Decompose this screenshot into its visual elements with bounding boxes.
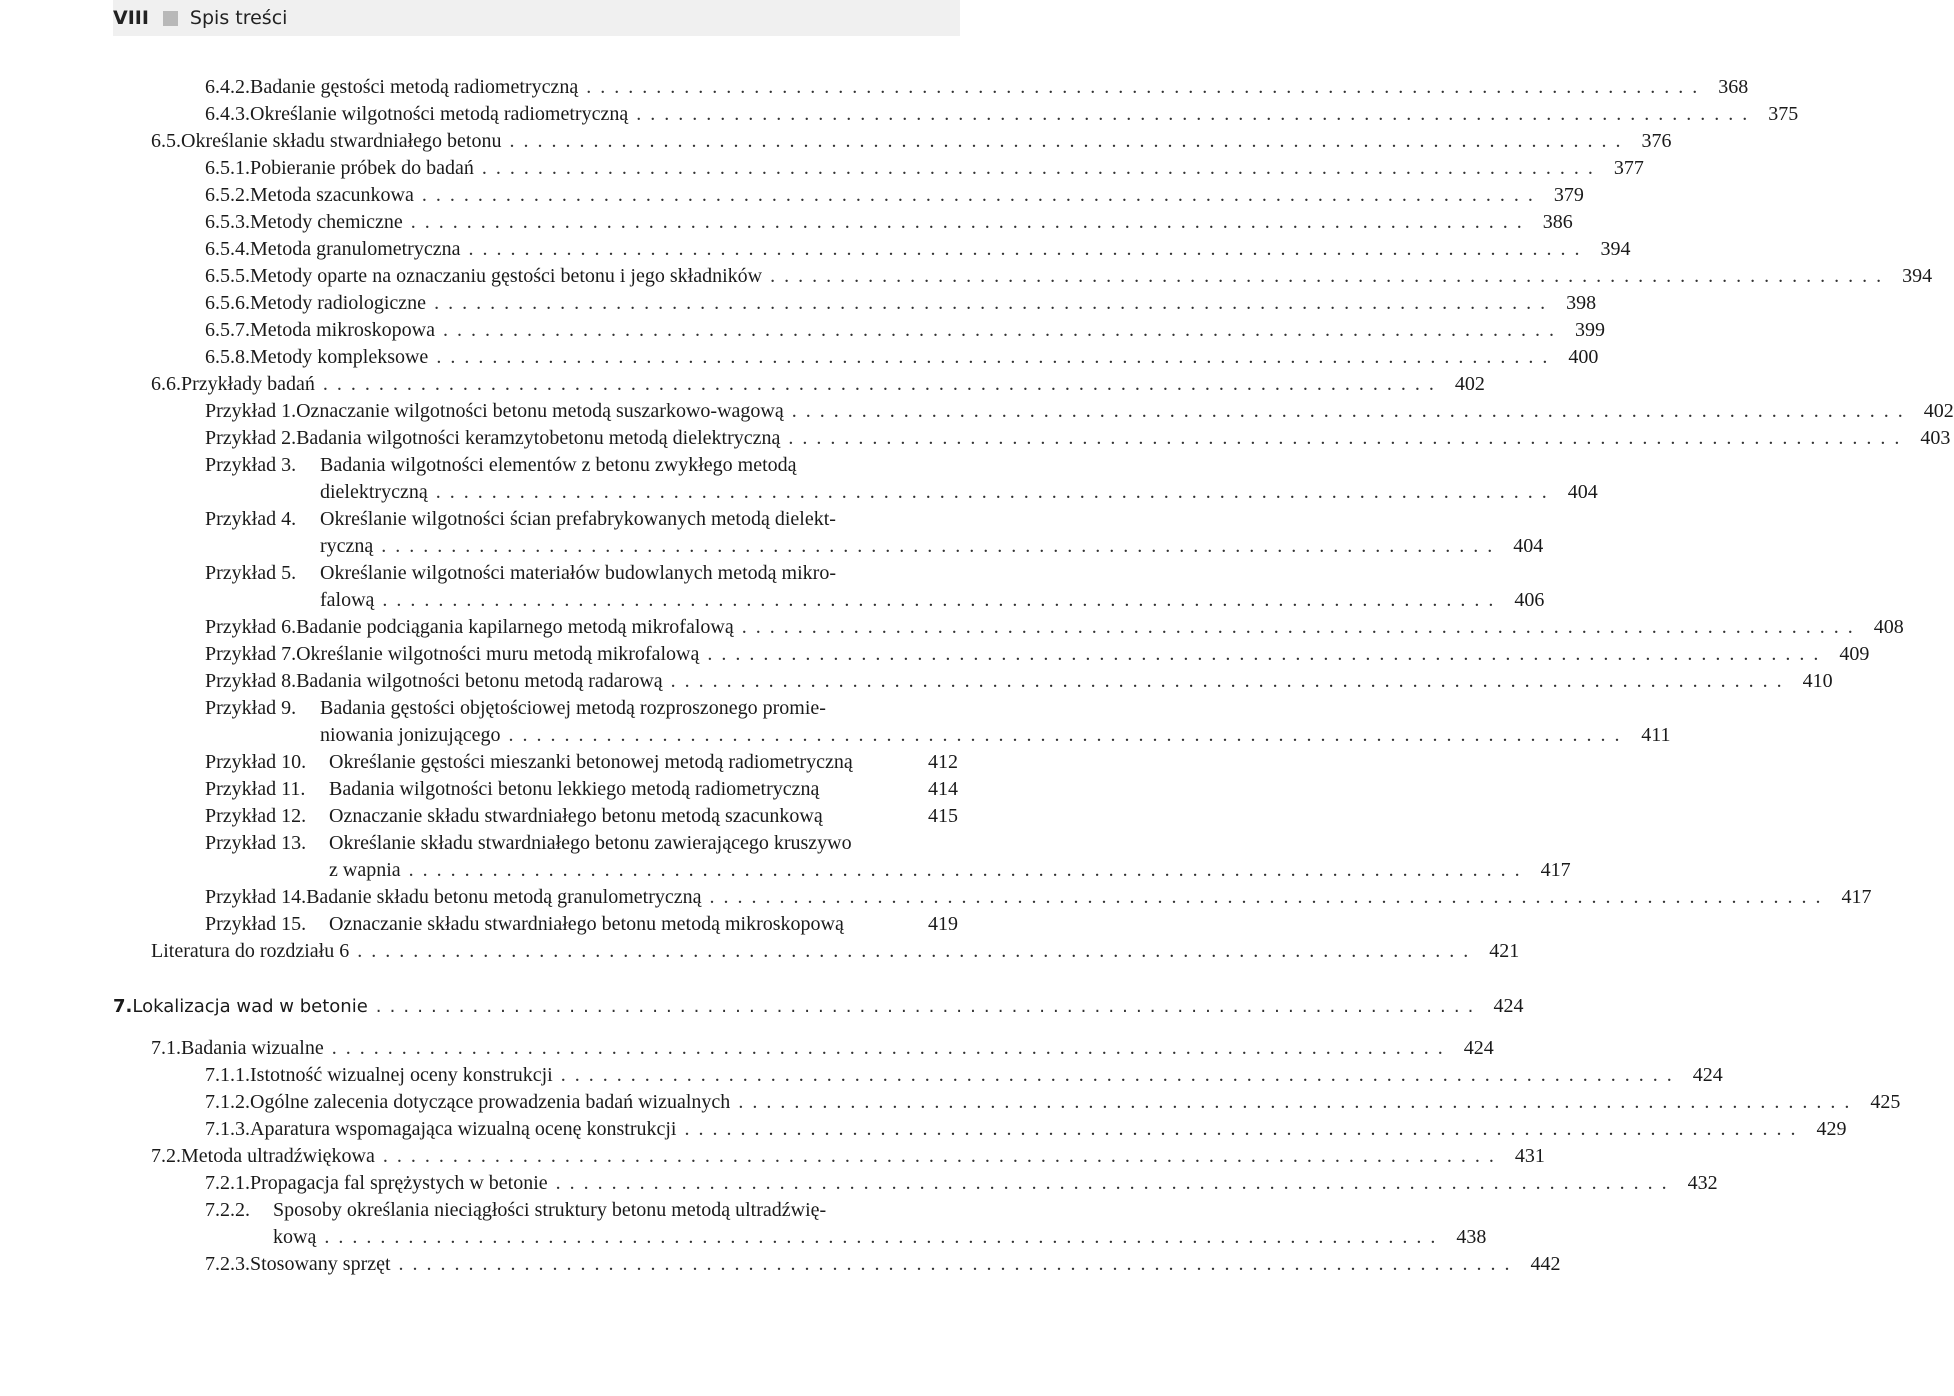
toc-number: Przykład 5. — [205, 562, 297, 584]
dot-leader: ................................................................................ — [791, 400, 1912, 422]
toc-row — [205, 830, 958, 857]
toc-page-number: 424 — [1692, 1064, 1723, 1086]
toc-chapter-row — [113, 993, 1524, 1020]
toc-number: 6.5.4. — [205, 238, 250, 260]
toc-title: Badanie podciągania kapilarnego metodą mikrofalową — [296, 616, 734, 638]
dot-leader: ................................................................................ — [408, 859, 1529, 881]
dot-leader: ................................................................................ — [738, 1091, 1859, 1113]
toc-number: Przykład 3. — [205, 454, 297, 476]
dot-leader: ................................................................................ — [707, 643, 1828, 665]
toc-number: Przykład 4. — [205, 508, 297, 530]
dot-leader: ................................................................................ — [586, 76, 1707, 98]
dot-leader: ................................................................................ — [382, 589, 1503, 611]
toc-title: Określanie wilgotności ścian prefabrykowanych metodą dielekt- — [320, 508, 836, 530]
toc-title: niowania jonizującego — [320, 724, 501, 746]
toc-page-number: 409 — [1839, 643, 1870, 665]
dot-leader: ................................................................................ — [331, 1037, 1452, 1059]
toc-page-number: 438 — [1456, 1226, 1487, 1248]
toc-title: Badanie gęstości metodą radiometryczną — [250, 76, 579, 98]
dot-leader: ................................................................................ — [741, 616, 1862, 638]
dot-leader: ................................................................................ — [788, 427, 1909, 449]
toc-title: Metody kompleksowe — [250, 346, 429, 368]
dot-leader: ................................................................................ — [324, 1226, 1445, 1248]
toc-title: Oznaczanie wilgotności betonu metodą suszarkowo-wagową — [296, 400, 784, 422]
toc-row — [205, 236, 1631, 263]
toc-title: Określanie gęstości mieszanki betonowej metodą radiometryczną — [329, 751, 853, 773]
toc-title: Ogólne zalecenia dotyczące prowadzenia badań wizualnych — [250, 1091, 731, 1113]
toc-number: Przykład 6. — [205, 616, 297, 638]
toc-page-number: 404 — [1513, 535, 1544, 557]
toc-page-number: 442 — [1530, 1253, 1561, 1275]
toc-number: 7.2. — [151, 1145, 181, 1167]
dot-leader: ................................................................................ — [555, 1172, 1676, 1194]
toc-page-number: 432 — [1687, 1172, 1718, 1194]
dot-leader: ................................................................................ — [435, 481, 1556, 503]
toc-title: Metoda szacunkowa — [250, 184, 414, 206]
dot-leader: ................................................................................ — [434, 292, 1555, 314]
toc-page-number: 394 — [1902, 265, 1933, 287]
header-square-icon — [163, 11, 178, 26]
toc-row — [205, 1089, 1901, 1116]
toc-title: Stosowany sprzęt — [250, 1253, 391, 1275]
toc-title: Pobieranie próbek do badań — [250, 157, 474, 179]
toc-page-number: 399 — [1574, 319, 1605, 341]
toc-title: Metody chemiczne — [250, 211, 403, 233]
toc-row — [205, 452, 958, 479]
toc-row — [151, 1035, 1494, 1062]
dot-leader: ................................................................................ — [481, 157, 1602, 179]
toc-title: Metoda mikroskopowa — [250, 319, 435, 341]
toc-title: falową — [320, 589, 375, 611]
toc-page-number: 417 — [1540, 859, 1571, 881]
toc-page-number: 402 — [1923, 400, 1954, 422]
toc-row — [205, 506, 958, 533]
toc-row — [320, 587, 1545, 614]
toc-page-number: 412 — [928, 751, 958, 773]
toc-row — [205, 668, 1833, 695]
toc-row — [320, 479, 1598, 506]
toc-title: Oznaczanie składu stwardniałego betonu metodą szacunkową — [329, 805, 823, 827]
toc-title: Badania wilgotności betonu lekkiego metodą radiometryczną — [329, 778, 820, 800]
toc-number: Przykład 11. — [205, 778, 306, 800]
dot-leader: ................................................................................ — [381, 535, 1502, 557]
toc-row — [205, 344, 1599, 371]
toc-row — [205, 317, 1605, 344]
dot-leader: ................................................................................ — [709, 886, 1830, 908]
dot-leader: ................................................................................ — [560, 1064, 1681, 1086]
toc-number: 6.4.2. — [205, 76, 250, 98]
toc-title: Określanie składu stwardniałego betonu zawierającego kruszywo — [329, 832, 852, 854]
dot-leader: ................................................................................ — [509, 130, 1630, 152]
toc-number: Przykład 1. — [205, 400, 297, 422]
toc-row — [205, 1170, 1718, 1197]
toc-number: Przykład 8. — [205, 670, 297, 692]
toc-title: Przykłady badań — [181, 373, 315, 395]
toc-row — [205, 74, 1749, 101]
toc-title: Sposoby określania nieciągłości struktury betonu metodą ultradźwię- — [273, 1199, 827, 1221]
toc-title: Badanie składu betonu metodą granulometryczną — [306, 886, 702, 908]
toc-number: 7.2.2. — [205, 1199, 250, 1221]
toc-number: 7.2.1. — [205, 1172, 250, 1194]
toc-row — [205, 614, 1904, 641]
toc-number: Przykład 10. — [205, 751, 307, 773]
dot-leader: ................................................................................ — [468, 238, 1589, 260]
toc-number: 7.1. — [151, 1037, 181, 1059]
toc-number: 6.5.8. — [205, 346, 250, 368]
toc-page-number: 402 — [1454, 373, 1485, 395]
toc-number: 6.5.6. — [205, 292, 250, 314]
running-title: Spis treści — [189, 7, 288, 29]
toc-page-number: 408 — [1873, 616, 1904, 638]
toc-row — [205, 560, 958, 587]
toc-row — [151, 1143, 1545, 1170]
toc-page-number: 398 — [1566, 292, 1597, 314]
toc-title: Badania wilgotności elementów z betonu zwykłego metodą — [320, 454, 797, 476]
toc-row — [205, 263, 1933, 290]
toc-number: 6.6. — [151, 373, 181, 395]
toc-page-number: 431 — [1514, 1145, 1545, 1167]
dot-leader: ................................................................................ — [421, 184, 1542, 206]
toc-page-number: 394 — [1600, 238, 1631, 260]
toc-number: Przykład 14. — [205, 886, 307, 908]
toc-title: Lokalizacja wad w betonie — [132, 996, 368, 1017]
toc-row — [205, 398, 1954, 425]
toc-page-number: 414 — [928, 778, 958, 800]
toc-title: ryczną — [320, 535, 374, 557]
toc-number: Przykład 2. — [205, 427, 297, 449]
toc-page-number: 379 — [1553, 184, 1584, 206]
dot-leader: ................................................................................ — [357, 940, 1478, 962]
toc-page-number: 425 — [1870, 1091, 1901, 1113]
toc-number: 6.5.7. — [205, 319, 250, 341]
toc-row — [273, 1224, 1487, 1251]
toc-row — [205, 776, 958, 803]
toc-title: dielektryczną — [320, 481, 428, 503]
toc-row — [329, 857, 1571, 884]
toc-page-number: 404 — [1567, 481, 1598, 503]
toc-row — [320, 722, 1671, 749]
toc-row — [205, 290, 1597, 317]
dot-leader: ................................................................................ — [398, 1253, 1519, 1275]
toc-number: Przykład 12. — [205, 805, 307, 827]
toc-title: kową — [273, 1226, 317, 1248]
toc-row — [151, 371, 1485, 398]
toc-number: 7.2.3. — [205, 1253, 250, 1275]
toc-page-number: 415 — [928, 805, 958, 827]
toc-row — [205, 695, 958, 722]
toc-title: Metody oparte na oznaczaniu gęstości betonu i jego składników — [250, 265, 763, 287]
toc-title: Metody radiologiczne — [250, 292, 427, 314]
toc-title: z wapnia — [329, 859, 401, 881]
toc-title: Badania wizualne — [181, 1037, 324, 1059]
toc-row — [205, 1116, 1847, 1143]
toc-page-number: 419 — [928, 913, 958, 935]
toc-title: Metoda ultradźwiękowa — [181, 1145, 375, 1167]
dot-leader: ................................................................................ — [436, 346, 1557, 368]
toc-row — [151, 128, 1672, 155]
toc-row — [205, 749, 958, 776]
toc-page-number: 400 — [1568, 346, 1599, 368]
toc-number: 7.1.1. — [205, 1064, 250, 1086]
dot-leader: ................................................................................ — [636, 103, 1757, 125]
toc-number: Przykład 13. — [205, 832, 307, 854]
toc-number: 6.5. — [151, 130, 181, 152]
toc-number: Przykład 9. — [205, 697, 297, 719]
dot-leader: ................................................................................ — [670, 670, 1791, 692]
toc-title: Określanie wilgotności metodą radiometryczną — [250, 103, 629, 125]
toc-title: Określanie składu stwardniałego betonu — [181, 130, 502, 152]
toc-page-number: 417 — [1841, 886, 1872, 908]
dot-leader: ................................................................................ — [382, 1145, 1503, 1167]
toc-page-number: 386 — [1542, 211, 1573, 233]
toc-title: Badania wilgotności betonu metodą radarową — [296, 670, 663, 692]
toc-row — [320, 533, 1544, 560]
toc-number: 7.1.2. — [205, 1091, 250, 1113]
toc-page-number: 424 — [1463, 1037, 1494, 1059]
toc-title: Metoda granulometryczna — [250, 238, 461, 260]
dot-leader: ................................................................................ — [442, 319, 1563, 341]
dot-leader: ................................................................................ — [770, 265, 1891, 287]
toc-row — [205, 911, 958, 938]
toc-page-number: 410 — [1802, 670, 1833, 692]
dot-leader: ................................................................................ — [684, 1118, 1805, 1140]
page-header — [113, 0, 960, 36]
page-number: VIII — [113, 7, 149, 29]
toc-page-number: 406 — [1514, 589, 1545, 611]
toc-row — [205, 641, 1870, 668]
dot-leader: ................................................................................ — [322, 373, 1443, 395]
toc-number: 6.5.5. — [205, 265, 250, 287]
toc-title: Aparatura wspomagająca wizualną ocenę konstrukcji — [250, 1118, 677, 1140]
toc-row — [205, 101, 1799, 128]
toc-row — [151, 938, 1520, 965]
toc-row — [205, 1062, 1723, 1089]
dot-leader: ................................................................................ — [508, 724, 1629, 746]
toc-number: 7.1.3. — [205, 1118, 250, 1140]
toc-title: Określanie wilgotności muru metodą mikrofalową — [296, 643, 700, 665]
toc-title: Literatura do rozdziału 6 — [151, 940, 350, 962]
toc-row — [205, 1197, 958, 1224]
toc-row — [205, 425, 1951, 452]
toc-row — [205, 182, 1584, 209]
toc-page-number: 377 — [1613, 157, 1644, 179]
toc-page-number: 376 — [1641, 130, 1672, 152]
toc-title: Badania wilgotności keramzytobetonu metodą dielektryczną — [296, 427, 781, 449]
toc-number: 6.5.2. — [205, 184, 250, 206]
toc-page-number: 375 — [1768, 103, 1799, 125]
toc-number: 7. — [113, 996, 133, 1017]
toc-row — [205, 803, 958, 830]
toc-number: Przykład 15. — [205, 913, 307, 935]
toc-page-number: 403 — [1920, 427, 1951, 449]
toc-row — [205, 884, 1872, 911]
toc-title: Istotność wizualnej oceny konstrukcji — [250, 1064, 553, 1086]
toc-row — [205, 1251, 1561, 1278]
toc-page-number: 429 — [1816, 1118, 1847, 1140]
toc-number: 6.5.3. — [205, 211, 250, 233]
toc-row — [205, 155, 1644, 182]
dot-leader: ................................................................................ — [375, 996, 1482, 1017]
toc-number: 6.5.1. — [205, 157, 250, 179]
dot-leader: ................................................................................ — [410, 211, 1531, 233]
toc-number: Przykład 7. — [205, 643, 297, 665]
toc-row — [205, 209, 1573, 236]
toc-page-number: 424 — [1493, 995, 1524, 1017]
toc-page-number: 368 — [1718, 76, 1749, 98]
toc-title: Propagacja fal sprężystych w betonie — [250, 1172, 548, 1194]
toc-page-number: 411 — [1641, 724, 1671, 746]
toc-page-number: 421 — [1489, 940, 1520, 962]
toc-title: Określanie wilgotności materiałów budowlanych metodą mikro- — [320, 562, 836, 584]
toc-title: Oznaczanie składu stwardniałego betonu metodą mikroskopową — [329, 913, 844, 935]
toc-number: 6.4.3. — [205, 103, 250, 125]
toc-title: Badania gęstości objętościowej metodą rozproszonego promie- — [320, 697, 826, 719]
